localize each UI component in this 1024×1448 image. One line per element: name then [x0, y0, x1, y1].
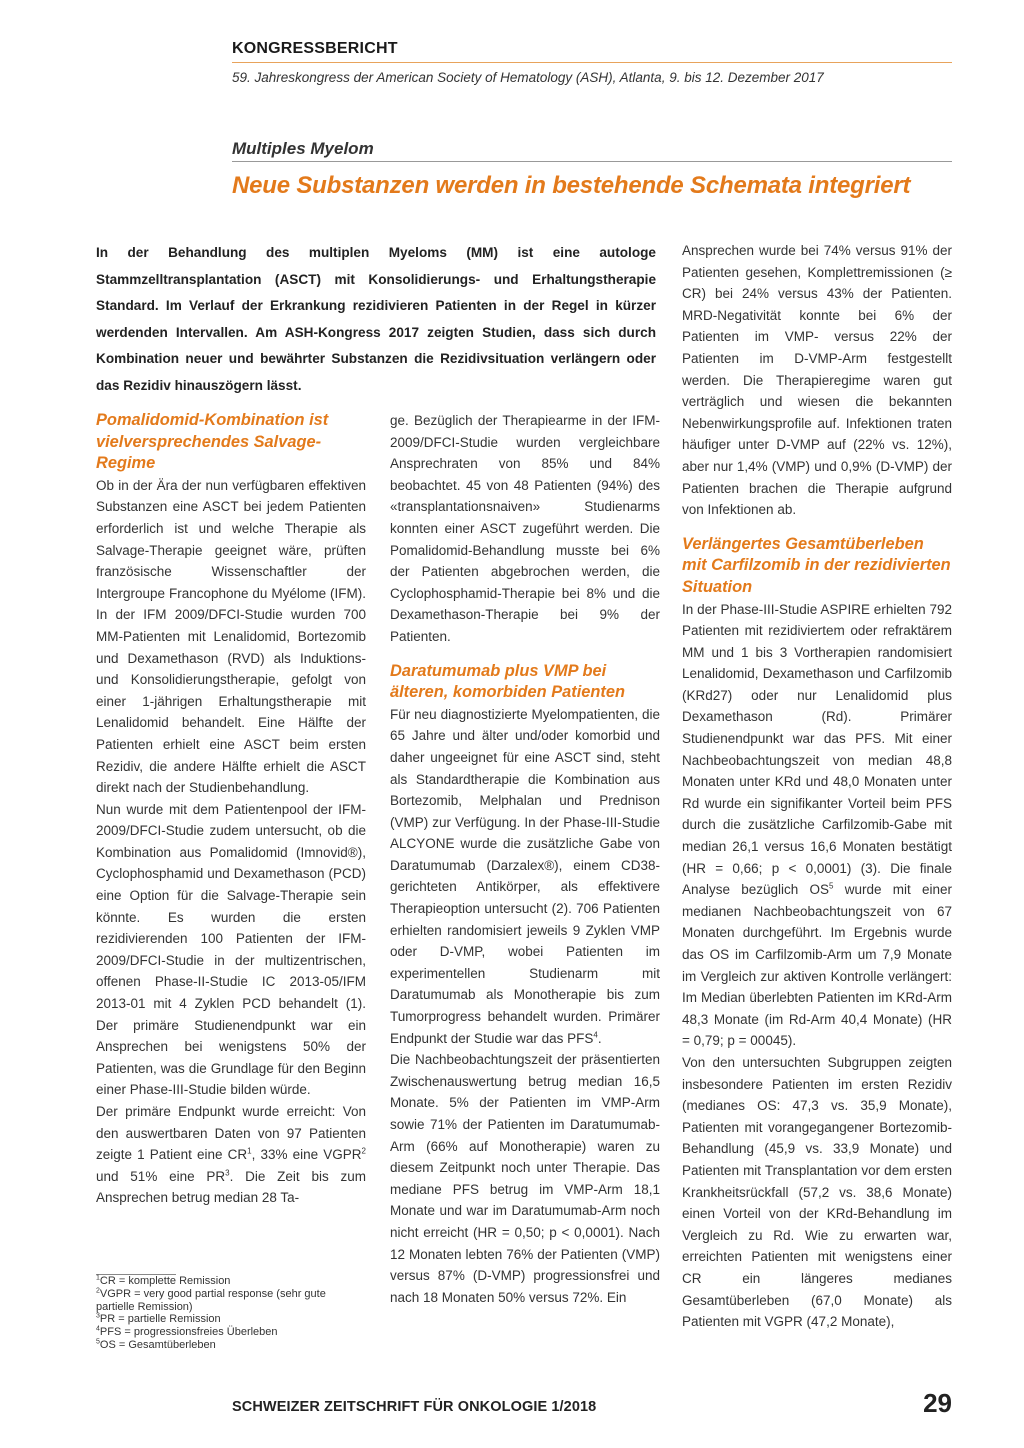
paragraph: Die Nachbeobachtungszeit der präsentierten Zwischenauswertung betrug median 16,5 Monate. 5% der Patienten im VMP-Arm sowie 71% der Patienten im Daratumumab-Arm (66% auf Monotherapie) waren zu diesem Zeitpunkt noch unter Therapie. Das mediane PFS betrug im VMP-Arm 18,1 Monate und war im Daratumumab-Arm noch nicht erreicht (HR = 0,50; p < 0,0001). Nach 12 Monaten lebten 76% der Patienten (VMP) versus 87% (D-VMP) progressionsfrei und nach 18 Monaten 50% versus 72%. Ein [390, 1052, 660, 1305]
journal-footer: SCHWEIZER ZEITSCHRIFT FÜR ONKOLOGIE 1/2018 [232, 1399, 597, 1415]
column-1 [96, 410, 366, 1209]
paragraph: Ob in der Ära der nun verfügbaren effektiven Substanzen eine ASCT bei jedem Patienten erforderlich ist und welche Therapie als Salvage-Therapie geeignet wäre, prüften französische Wissenschaftler der Intergroupe Francophone du Myélome (IFM). In der IFM 2009/DFCI-Studie wurden 700 MM-Patienten mit Lenalidomid, Bortezomib und Dexamethason (RVD) als Induktions- und Konsolidierungstherapie, gefolgt von einer 1-jährigen Erhaltungstherapie mit Lenalidomid behandelt. Eine Hälfte der Patienten erhielt eine ASCT beim ersten Rezidiv, die andere Hälfte erhielt die ASCT direkt nach der Studienbehandlung. [96, 477, 366, 796]
section-title: Multiples Myelom [232, 139, 374, 158]
congress-subtitle: 59. Jahreskongress der American Society of Hematology (ASH), Atlanta, 9. bis 12. Dezember 2017 [232, 70, 824, 85]
article-title: Neue Substanzen werden in bestehende Schemata integriert [232, 172, 911, 199]
paragraph: Ansprechen wurde bei 74% versus 91% der Patienten gesehen, Komplettremissionen (≥ CR) bei 24% versus 43% der Patienten. MRD-Negativität konnte bei 6% der Patienten im VMP- versus 22% der Patienten im D-VMP-Arm festgestellt werden. Die Therapieregime waren gut verträglich und wiesen die bekannten Nebenwirkungsprofile auf. Infektionen traten häufiger unter D-VMP auf (22% vs. 12%), aber nur 1,4% (VMP) und 0,9% (D-VMP) der Patienten brachen die Therapie aufgrund von Infektionen ab. [682, 243, 952, 518]
footnote: $^5$OS = Gesamtüberleben [96, 1338, 216, 1351]
footnote: $^4$PFS = progressionsfreies Überleben [96, 1325, 278, 1339]
paragraph: Von den untersuchten Subgruppen zeigten insbesondere Patienten im ersten Rezidiv (medianes OS: 47,3 vs. 35,9 Monate), Patienten mit vorangegangener Bortezomib-Behandlung (45,9 vs. 33,9 Monate) und Patienten mit Transplantation vor dem ersten Krankheitsrückfall (57,2 vs. 38,6 Monate) einen Vorteil von der KRd-Behandlung im Vergleich zu Rd. Wie zu erwarten war, erreichten Patienten mit wenigstens einer CR ein längeres medianes Gesamtüberleben (67,0 Monate) als Patienten mit VGPR (47,2 Monate), [682, 1054, 952, 1330]
column-3 [682, 240, 952, 1333]
page-number: 29 [923, 1388, 952, 1418]
footnotes [96, 1275, 366, 1352]
section-rule [232, 161, 952, 162]
paragraph: In der Phase-III-Studie ASPIRE erhielten 792 Patienten mit rezidiviertem oder refraktärem MM und 1 bis 3 Vortherapien randomisiert Lenalidomid, Dexamethason und Carfilzomib (KRd27) oder nur Lenalidomid plus Dexamethason (Rd). Primärer Studienendpunkt war das PFS. Mit einer Nachbeobachtungszeit von median 48,8 Monaten unter KRd und 48,0 Monaten unter Rd wurde ein signifikanter Vorteil beim PFS durch die zusätzliche Carfilzomib-Gabe mit median 26,1 versus 16,6 Monaten bestätigt (HR = 0,66; p < 0,0001) (3). Die finale Analyse bezüglich $OS^5$ wurde mit einer medianen Nachbeobachtungszeit von 67 Monaten durchgeführt. Im Ergebnis wurde das OS im Carfilzomib-Arm um 7,9 Monate im Vergleich zur aktiven Kontrolle verlängert: Im Median überlebten Patienten im KRd-Arm 48,3 Monate (im Rd-Arm 40,4 Monate) (HR = 0,79; p = 00045). [682, 601, 952, 1049]
footnote: $^3$PR = partielle Remission [96, 1312, 221, 1326]
paragraph: ge. Bezüglich der Therapiearme in der IFM-2009/DFCI-Studie wurden vergleichbare Ansprechraten von 85% und 84% beobachtet. 45 von 48 Patienten (94%) des «transplantationsnaiven» Studienarms konnten einer ASCT zugeführt werden. Die Pomalidomid-Behandlung musste bei 6% der Patienten abgebrochen werden, die Cyclophosphamid-Therapie bei 8% und die Dexamethason-Therapie bei 9% der Patienten. [390, 413, 660, 644]
subheading-pomalidomid: Pomalidomid-Kombination ist vielversprechendes Salvage-Regime [96, 411, 329, 473]
header-rule [232, 62, 952, 63]
subheading-daratumumab: Daratumumab plus VMP bei älteren, komorbiden Patienten [390, 661, 625, 702]
running-header-label: KONGRESSBERICHT [232, 40, 398, 57]
paragraph: Für neu diagnostizierte Myelompatienten, die 65 Jahre und älter und/oder komorbid und daher ungeeignet für eine ASCT sind, steht als Standardtherapie die Kombination aus Bortezomib, Melphalan und Prednison (VMP) zur Verfügung. In der Phase-III-Studie ALCYONE wurde die zusätzliche Gabe von Daratumumab (Darzalex®), einem CD38-gerichteten Antikörper, als effektivere Therapieoption untersucht (2). 706 Patienten erhielten randomisiert jeweils 9 Zyklen VMP oder D-VMP, wobei Patienten im experimentellen Studienarm mit Daratumumab als Monotherapie bis zum Tumorprogress behandelt wurden. Primärer Endpunkt der Studie war das PFS$^4$. [390, 706, 660, 1046]
footnote: $^2$VGPR = very good partial response (sehr gute partielle Remission) [96, 1287, 326, 1313]
paragraph: Der primäre Endpunkt wurde erreicht: Von den auswertbaren Daten von 97 Patienten zeigte 1 Patient eine $CR^1$, 33% eine VGPR$^2$ und 51% eine $PR^3$. Die Zeit bis zum Ansprechen betrug median 28 Ta- [96, 1104, 366, 1206]
column-2 [390, 410, 660, 1308]
lead-paragraph: In der Behandlung des multiplen Myeloms (MM) ist eine autologe Stammzelltransplantation (ASCT) mit Konsolidierungs- und Erhaltungstherapie Standard. Im Verlauf der Erkrankung rezidivieren Patienten in der Regel in kürzer werdenden Intervallen. Am ASH-Kongress 2017 zeigten Studien, dass sich durch Kombination neuer und bewährter Substanzen die Rezidivsituation verlängern oder das Rezidiv hinauszögern lässt. [96, 245, 656, 393]
subheading-carfilzomib: Verlängertes Gesamtüberleben mit Carfilzomib in der rezidivierten Situation [682, 534, 951, 596]
paragraph: Nun wurde mit dem Patientenpool der IFM-2009/DFCI-Studie zudem untersucht, ob die Kombination aus Pomalidomid (Imnovid®), Cyclophosphamid und Dexamethason (PCD) eine Option für die Salvage-Therapie sein könnte. Es wurden die ersten rezidivierenden 100 Patienten der IFM-2009/DFCI-Studie in der multizentrischen, offenen Phase-II-Studie IC 2013-05/IFM 2013-01 mit 4 Zyklen PCD behandelt (1). Der primäre Studienendpunkt war ein Ansprechen bei wenigstens 50% der Patienten, was die Grundlage für den Beginn einer Phase-III-Studie bilden würde. [96, 801, 366, 1098]
footnote: $^1$CR = komplette Remission [96, 1274, 231, 1287]
